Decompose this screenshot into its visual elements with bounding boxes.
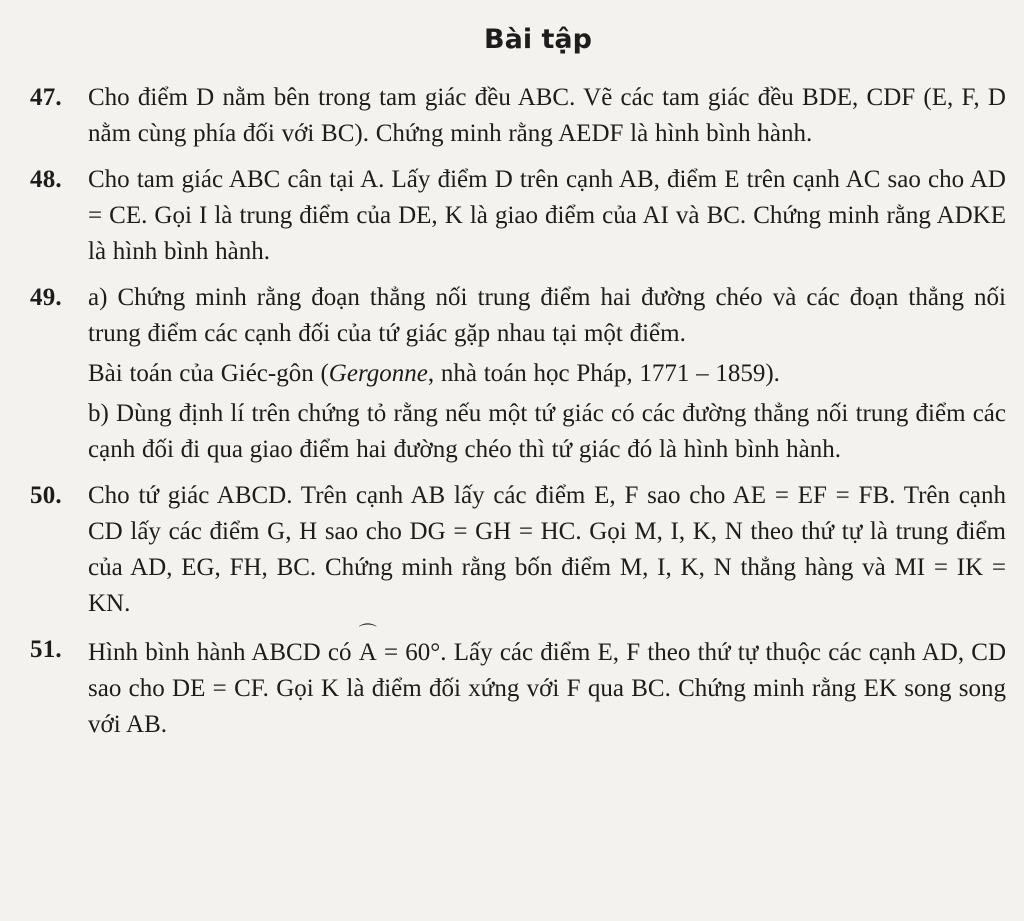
- exercise-text: [88, 623, 1006, 743]
- angle-hat-icon: ⌒: [358, 623, 377, 643]
- exercise-number: 50.: [30, 482, 62, 509]
- exercise-number: 51.: [30, 636, 62, 663]
- exercise-text: Cho tứ giác ABCD. Trên cạnh AB lấy các điểm E, F sao cho AE = EF = FB. Trên cạnh CD lấy các điểm G, H sao cho DG = GH = HC. Gọi M, I, K, N theo thứ tự là trung điểm của AD, EG, FH, BC. Chứng minh rằng bốn điểm M, I, K, N thẳng hàng và MI = IK = KN.: [88, 482, 1006, 617]
- exercise-text: Cho điểm D nằm bên trong tam giác đều ABC. Vẽ các tam giác đều BDE, CDF (E, F, D nằm cùng phía đối với BC). Chứng minh rằng AEDF là hình bình hành.: [88, 84, 1006, 147]
- exercise-number: 49.: [30, 284, 62, 311]
- exercise-part-a: a) Chứng minh rằng đoạn thẳng nối trung điểm hai đường chéo và các đoạn thẳng nối trung điểm các cạnh đối của tứ giác gặp nhau tại một điểm.: [88, 284, 1006, 347]
- section-title: Bài tập: [484, 24, 592, 55]
- exercise-49: [30, 280, 1006, 468]
- exercise-body: [88, 80, 1006, 152]
- historical-note: [88, 356, 1006, 392]
- exercise-text-end: = 60°. Lấy các điểm E, F theo thứ tự thuộc các cạnh AD, CD sao cho DE = CF. Gọi K là điểm đối xứng với F qua BC. Chứng minh rằng EK song song với AB.: [88, 639, 1006, 738]
- exercise-51: [30, 623, 1006, 743]
- exercise-body: [88, 623, 1006, 743]
- exercise-part-b: b) Dùng định lí trên chứng tỏ rằng nếu một tứ giác có các đường thẳng nối trung điểm các cạnh đối đi qua giao điểm hai đường chéo thì tứ giác đó là hình bình hành.: [88, 400, 1006, 463]
- exercise-body: [88, 478, 1006, 622]
- angle-a-symbol: [358, 623, 377, 671]
- exercise-number: 47.: [30, 84, 62, 111]
- exercise-body: [88, 280, 1006, 468]
- exercise-text: Cho tam giác ABC cân tại A. Lấy điểm D trên cạnh AB, điểm E trên cạnh AC sao cho AD = CE. Gọi I là trung điểm của DE, K là giao điểm của AI và BC. Chứng minh rằng ADKE là hình bình hành.: [88, 166, 1006, 265]
- note-name-italic: Gergonne: [328, 360, 428, 387]
- exercise-text-start: Hình bình hành ABCD có: [88, 639, 359, 666]
- exercise-50: [30, 478, 1006, 622]
- angle-letter: A: [358, 639, 377, 666]
- exercise-number: 48.: [30, 166, 62, 193]
- note-text-end: , nhà toán học Pháp, 1771 – 1859).: [427, 360, 780, 387]
- exercise-48: [30, 162, 1006, 270]
- note-text-start: Bài toán của Giéc-gôn (: [88, 360, 329, 387]
- exercise-47: [30, 80, 1006, 152]
- exercise-body: [88, 162, 1006, 270]
